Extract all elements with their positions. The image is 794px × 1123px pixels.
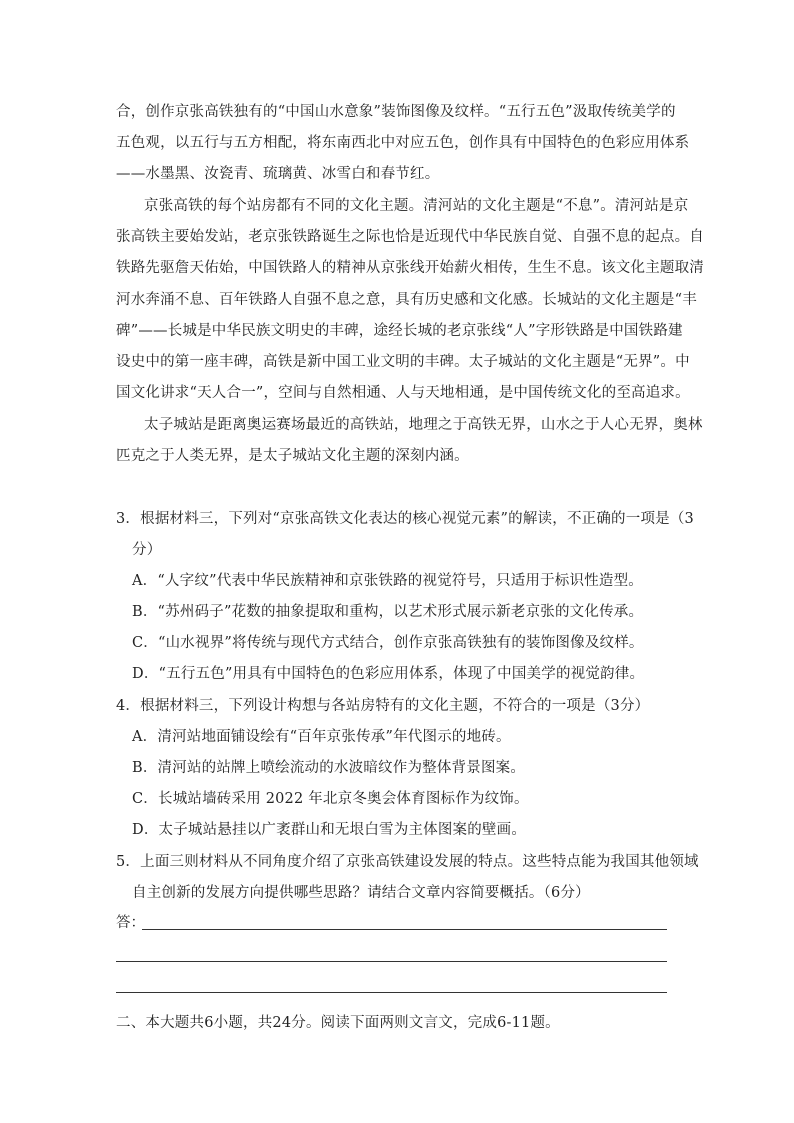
q3-option-b: B．“苏州码子”花数的抽象提取和重构，以艺术形式展示新老京张的文化传承。 (132, 604, 644, 620)
q3-stem-line2: 分） (132, 542, 162, 558)
q3-option-d: D．“五行五色”用具有中国特色的色彩应用体系，体现了中国美学的视觉韵律。 (132, 666, 645, 682)
q4-option-a: A．清河站地面铺设绘有“百年京张传承”年代图示的地砖。 (132, 729, 511, 745)
passage-p1-line1: 合，创作京张高铁独有的“中国山水意象”装饰图像及纹样。“五行五色”汲取传统美学的 (116, 104, 676, 120)
q4-option-d: D．太子城站悬挂以广袤群山和无垠白雪为主体图案的壁画。 (132, 822, 527, 838)
passage-p2-line7: 国文化讲求“天人合一”，空间与自然相通、人与天地相通，是中国传统文化的至高追求。 (116, 385, 690, 401)
section-2-heading: 二、本大题共6小题，共24分。阅读下面两则文言文，完成6-11题。 (116, 1015, 560, 1031)
passage-p2-line1: 京张高铁的每个站房都有不同的文化主题。清河站的文化主题是“不息”。清河站是京 (144, 198, 689, 214)
q5-stem-line1: 5．上面三则材料从不同角度介绍了京张高铁建设发展的特点。这些特点能为我国其他领域 (116, 854, 699, 870)
passage-p2-line3: 铁路先驱詹天佑始，中国铁路人的精神从京张线开始薪火相传，生生不息。该文化主题取清 (116, 260, 704, 276)
answer-line-2[interactable] (116, 961, 667, 962)
passage-p2-line5: 碑”——长城是中华民族文明史的丰碑，途经长城的老京张线“人”字形铁路是中国铁路建 (116, 323, 683, 339)
passage-p3-line1: 太子城站是距离奥运赛场最近的高铁站，地理之于高铁无界，山水之于人心无界，奥林 (144, 417, 703, 433)
q4-option-b: B．清河站的站牌上喷绘流动的水波暗纹作为整体背景图案。 (132, 760, 526, 776)
answer-line-3[interactable] (116, 992, 667, 993)
q3-option-c: C．“山水视界”将传统与现代方式结合，创作京张高铁独有的装饰图像及纹样。 (132, 635, 644, 651)
passage-p2-line6: 设史中的第一座丰碑，高铁是新中国工业文明的丰碑。太子城站的文化主题是“无界”。中 (116, 354, 690, 370)
q3-stem-line1: 3．根据材料三，下列对“京张高铁文化表达的核心视觉元素”的解读，不正确的一项是（3 (116, 511, 694, 527)
passage-p3-line2: 匹克之于人类无界，是太子城站文化主题的深刻内涵。 (116, 448, 469, 464)
passage-p2-line2: 张高铁主要始发站，老京张铁路诞生之际也恰是近现代中华民族自觉、自强不息的起点。自 (116, 229, 704, 245)
q3-option-a: A．“人字纹”代表中华民族精神和京张铁路的视觉符号，只适用于标识性造型。 (132, 573, 643, 589)
answer-line-1[interactable] (142, 929, 667, 930)
q4-stem: 4．根据材料三，下列设计构想与各站房特有的文化主题，不符合的一项是（3分） (116, 698, 650, 714)
passage-p1-line2: 五色观，以五行与五方相配，将东南西北中对应五色，创作具有中国特色的色彩应用体系 (116, 135, 690, 151)
passage-p1-line3: ——水墨黑、汝瓷青、琉璃黄、冰雪白和春节红。 (116, 166, 440, 182)
answer-label: 答： (116, 915, 145, 931)
q5-stem-line2: 自主创新的发展方向提供哪些思路？请结合文章内容简要概括。（6分） (132, 885, 590, 901)
q4-option-c: C．长城站墙砖采用 2022 年北京冬奥会体育图标作为纹饰。 (132, 791, 529, 807)
passage-p2-line4: 河水奔涌不息、百年铁路人自强不息之意，具有历史感和文化感。长城站的文化主题是“丰 (116, 292, 697, 308)
